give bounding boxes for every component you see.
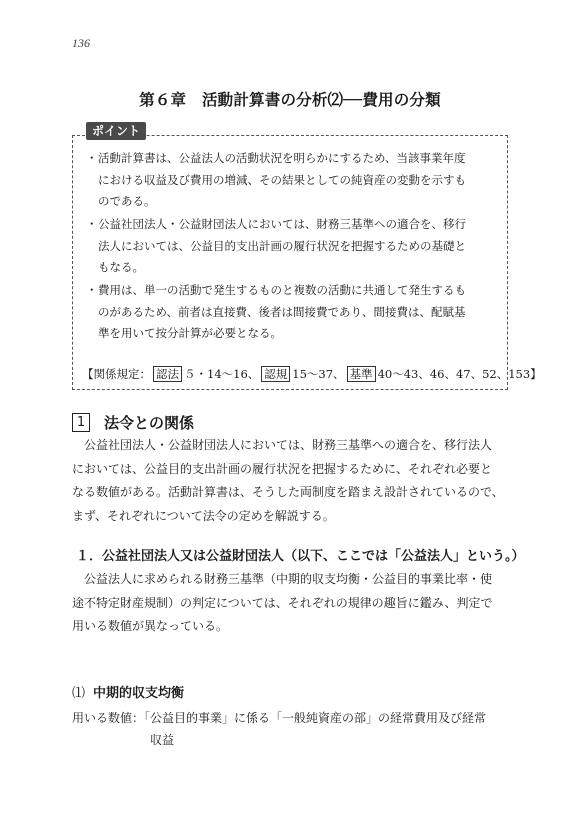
bullet-dot: ・ <box>86 217 98 231</box>
bullet-line: もなる。 <box>98 260 144 274</box>
value-line-continued: 収益 <box>150 733 175 747</box>
subsubsection-number: ⑴ <box>72 686 86 701</box>
standard-refs: 40〜43、46、47、52、153】 <box>377 367 542 381</box>
section-heading <box>72 412 194 433</box>
para-line: においては、公益目的支出計画の履行状況を把握するために、それぞれ必要と <box>72 461 493 476</box>
standard-label: 基準 <box>347 366 376 382</box>
law-label: 認法 <box>153 366 182 382</box>
point-bullets <box>86 148 504 346</box>
bullet-line: 費用は、単一の活動で発生するものと複数の活動に共通して発生するも <box>98 283 466 297</box>
section-paragraph <box>72 434 512 528</box>
bullet-line: 準を用いて按分計算が必要となる。 <box>98 326 282 340</box>
bullet-line: 活動計算書は、公益法人の活動状況を明らかにするため、当該事業年度 <box>98 151 466 165</box>
point-bullet <box>86 214 504 279</box>
rule-label: 認規 <box>261 366 290 382</box>
subsection-paragraph <box>72 568 512 639</box>
para-line: 用いる数値が異なっている。 <box>72 619 229 633</box>
bullet-line: における収益及び費用の増減、その結果としての純資産の変動を示すも <box>98 172 466 187</box>
bullet-line: 法人においては、公益目的支出計画の履行状況を把握するための基礎と <box>98 238 466 253</box>
bullet-line: のである。 <box>98 194 156 208</box>
rule-refs: 15〜37、 <box>292 367 345 381</box>
point-bullet <box>86 280 504 345</box>
bullet-line: 公益社団法人・公益財団法人においては、財務三基準への適合を、移行 <box>98 217 466 231</box>
page-number: 136 <box>72 36 90 50</box>
law-refs: ５・14〜16、 <box>184 367 260 381</box>
subsubsection-title: 中期的収支均衡 <box>93 686 185 701</box>
value-line: 用いる数値：「公益目的事業」に係る「一般純資産の部」の経常費用及び経常 <box>72 711 487 725</box>
related-regulations <box>82 365 542 383</box>
bullet-dot: ・ <box>86 283 98 297</box>
bullet-line: のがあるため、前者は直接費、後者は間接費であり、間接費は、配賦基 <box>98 304 466 319</box>
para-line: 公益社団法人・公益財団法人においては、財務三基準への適合を、移行法人 <box>84 438 493 452</box>
subsubsection-heading <box>72 682 184 701</box>
para-line: まず、それぞれについて法令の定めを解説する。 <box>72 508 335 523</box>
section-number: 1 <box>72 413 90 432</box>
para-line: 途不特定財産規制）の判定については、それぞれの規律の趣旨に鑑み、判定で <box>72 595 493 610</box>
para-line: なる数値がある。活動計算書は、そうした両制度を踏まえ設計されているので、 <box>72 485 504 499</box>
subsection-heading: １．公益社団法人又は公益財団法人（以下、ここでは「公益法人」という。） <box>76 549 525 564</box>
regs-prefix: 【関係規定： <box>82 367 151 381</box>
bullet-dot: ・ <box>86 151 98 165</box>
point-label: ポイント <box>86 122 146 140</box>
point-bullet <box>86 148 504 213</box>
chapter-title: 第６章 活動計算書の分析⑵──費用の分類 <box>139 91 441 109</box>
section-title: 法令との関係 <box>104 414 195 432</box>
para-line: 公益法人に求められる財務三基準（中期的収支均衡・公益目的事業比率・使 <box>84 572 493 586</box>
